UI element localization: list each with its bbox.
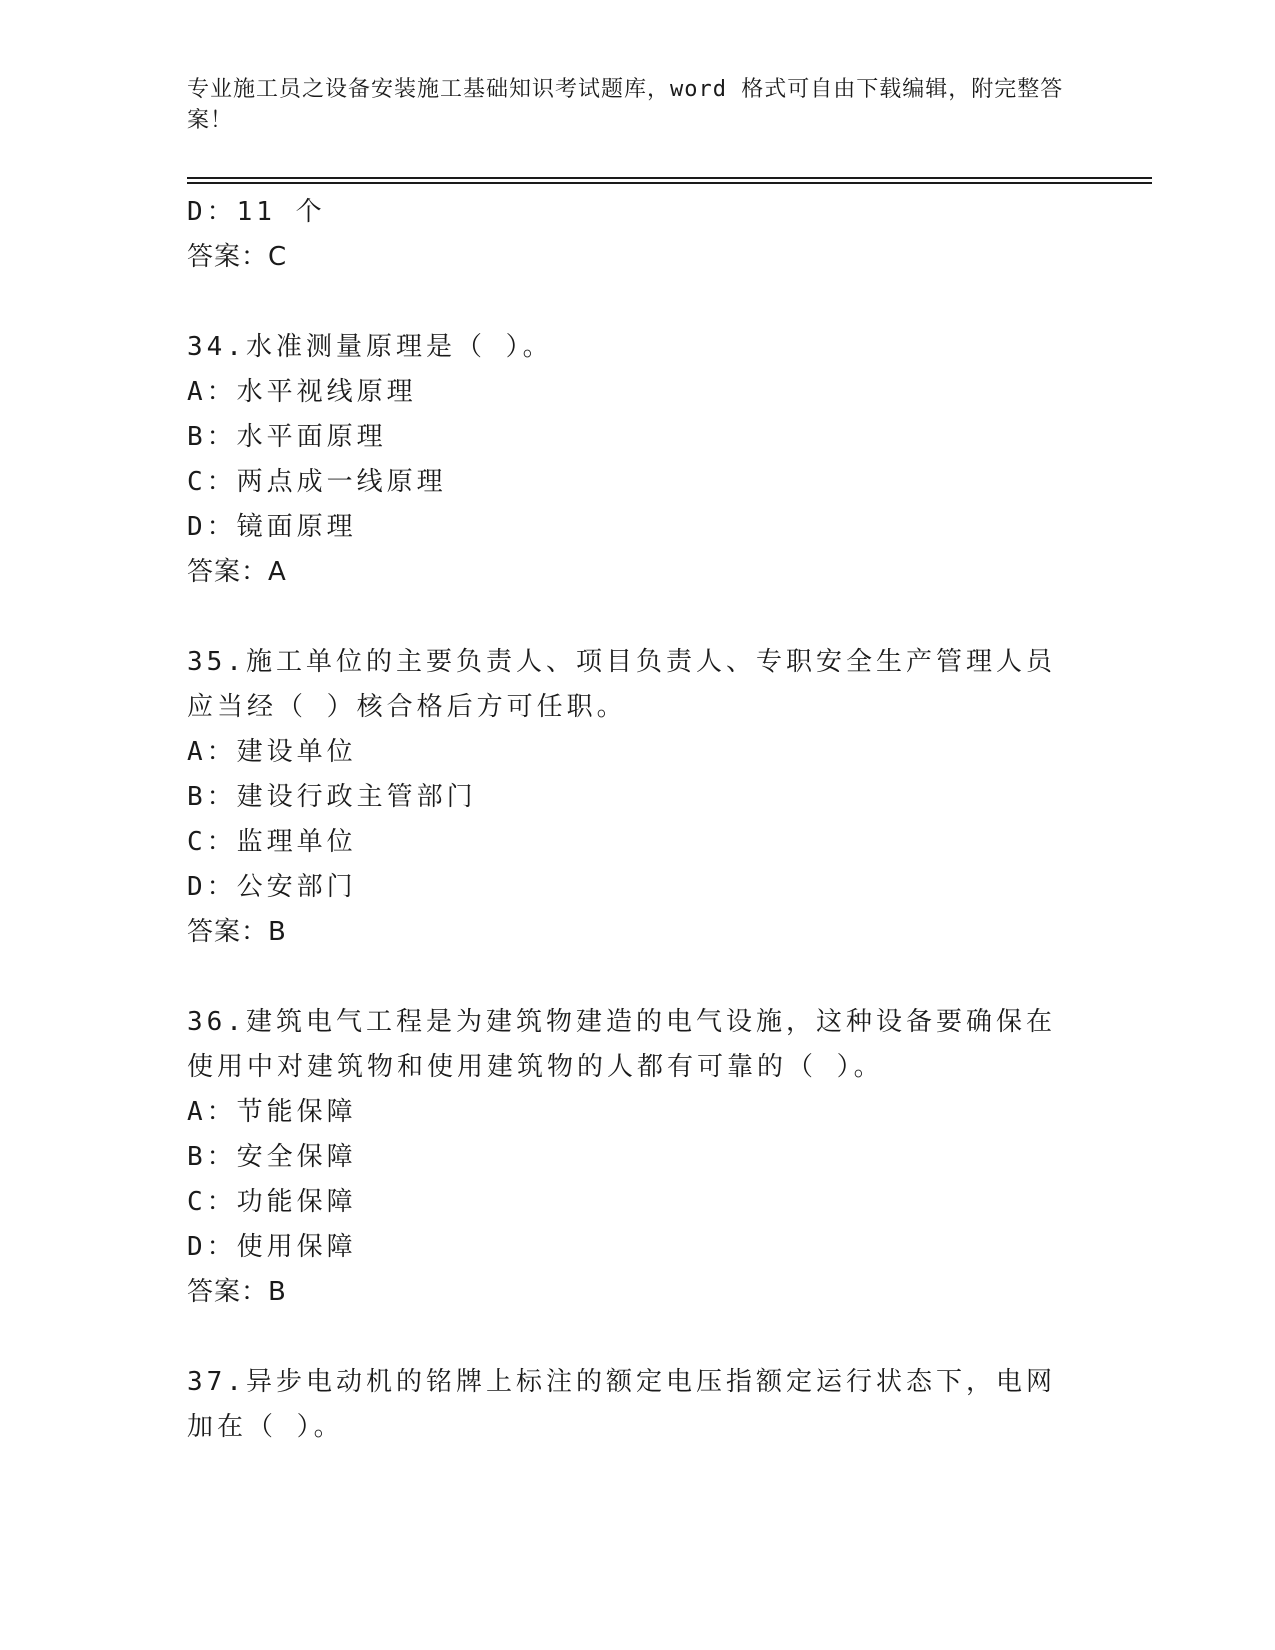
answer: 答案：B <box>187 1277 287 1307</box>
page-header: 专业施工员之设备安装施工基础知识考试题库，word 格式可自由下载编辑，附完整答案！ <box>187 77 1064 133</box>
question-36 <box>187 1000 1087 1315</box>
question-stem: 35.施工单位的主要负责人、项目负责人、专职安全生产管理人员应当经（ ）核合格后方可任职。 <box>187 647 1056 722</box>
option-c: C：监理单位 <box>187 827 357 857</box>
question-37 <box>187 1360 1087 1450</box>
option-c: C：功能保障 <box>187 1187 357 1217</box>
question-34 <box>187 325 1087 595</box>
option-a: A：建设单位 <box>187 737 357 767</box>
option-d: D：公安部门 <box>187 872 357 902</box>
option-d: D：镜面原理 <box>187 512 357 542</box>
header-divider-top <box>187 177 1152 179</box>
option-c: C：两点成一线原理 <box>187 467 447 497</box>
option-b: B：建设行政主管部门 <box>187 782 477 812</box>
question-stem: 37.异步电动机的铭牌上标注的额定电压指额定运行状态下，电网加在（ ）。 <box>187 1367 1056 1442</box>
header-divider-bottom <box>187 182 1152 184</box>
answer: 答案：B <box>187 917 287 947</box>
question-stem: 34.水准测量原理是（ ）。 <box>187 332 553 362</box>
question-stem: 36.建筑电气工程是为建筑物建造的电气设施，这种设备要确保在使用中对建筑物和使用建筑物的人都有可靠的（ ）。 <box>187 1007 1056 1082</box>
question-35 <box>187 640 1087 955</box>
option-d: D：11 个 <box>187 197 326 227</box>
answer: 答案：C <box>187 242 288 272</box>
answer: 答案：A <box>187 557 287 587</box>
option-b: B：安全保障 <box>187 1142 357 1172</box>
option-a: A：水平视线原理 <box>187 377 417 407</box>
question-list <box>187 190 1087 1450</box>
option-a: A：节能保障 <box>187 1097 357 1127</box>
option-b: B：水平面原理 <box>187 422 387 452</box>
option-d: D：使用保障 <box>187 1232 357 1262</box>
